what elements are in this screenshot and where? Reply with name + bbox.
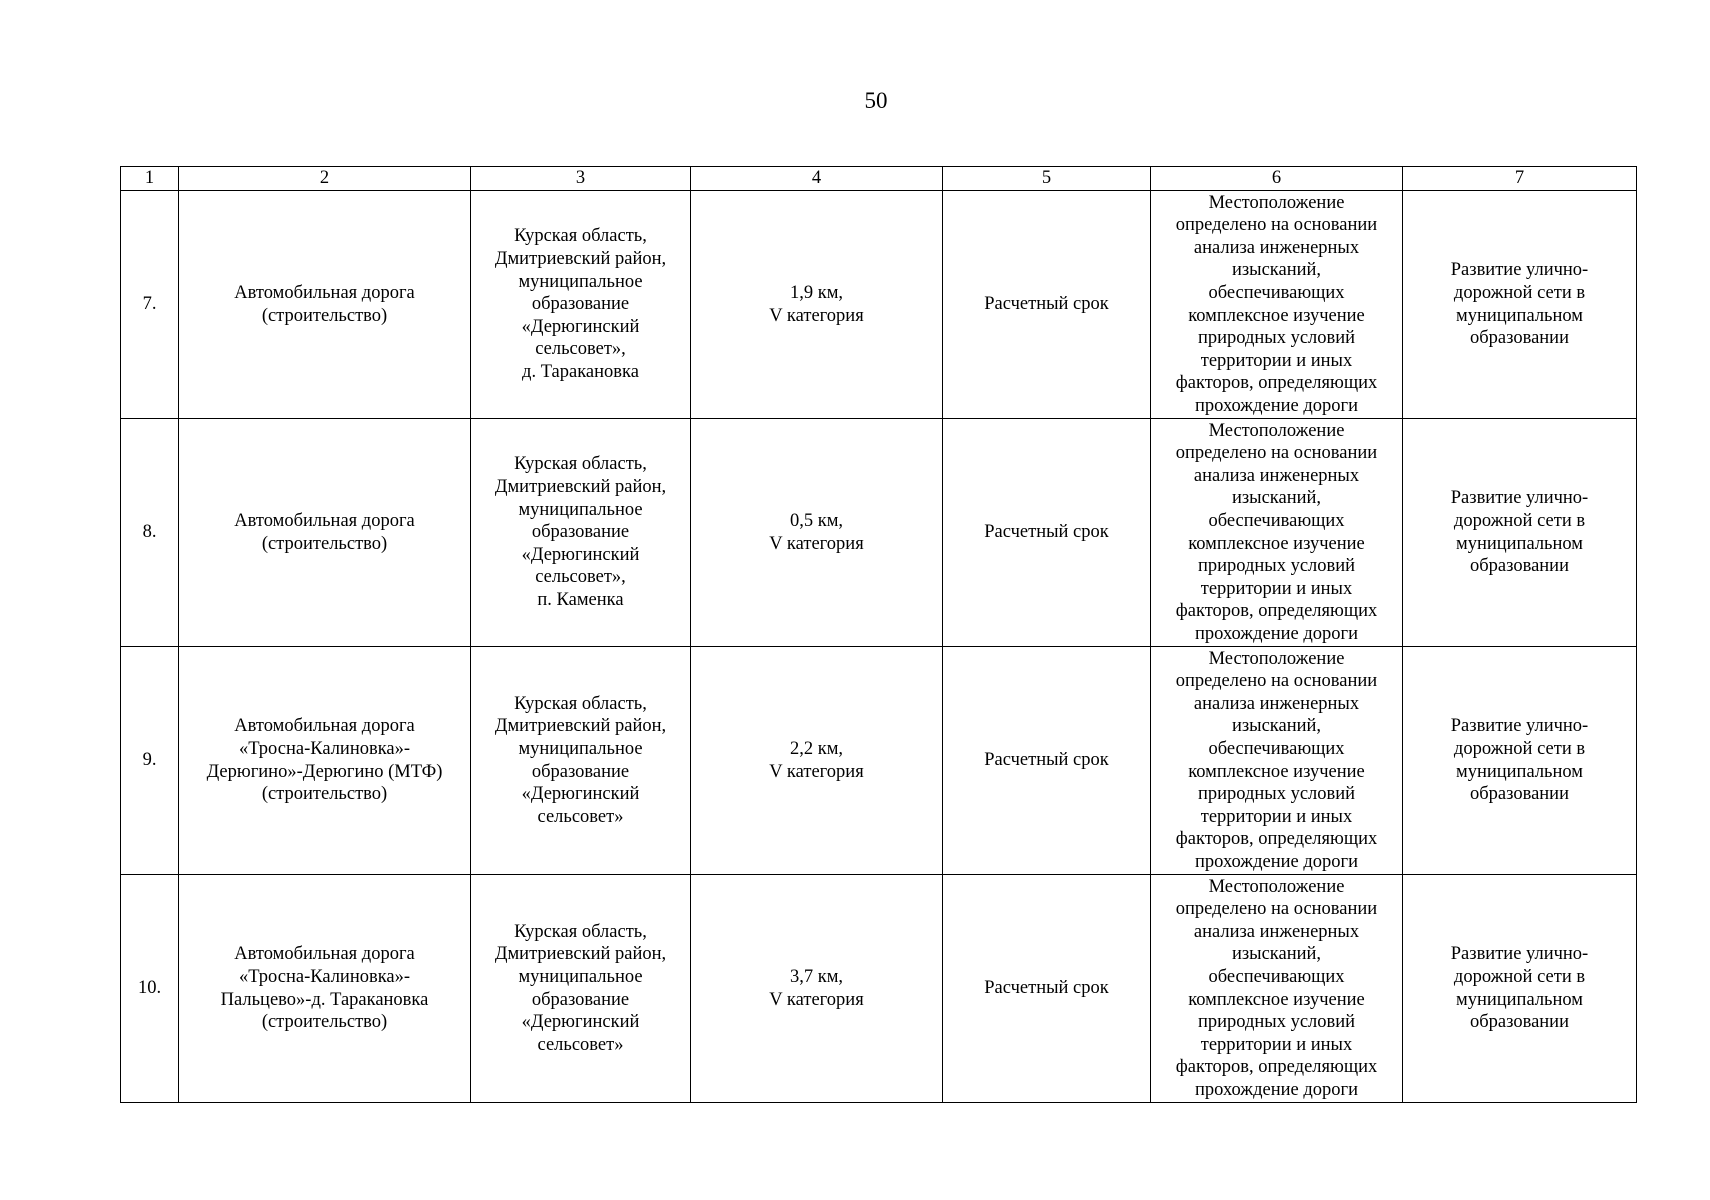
table-row (121, 419, 1637, 647)
object-location: Курская область, Дмитриевский район, муниципальное образование «Дерюгинский сельсовет», д. Таракановка (471, 191, 691, 419)
object-name: Автомобильная дорога (строительство) (179, 419, 471, 647)
placement-justification: Местоположение определено на основании анализа инженерных изысканий, обеспечивающих комплексное изучение природных условий территории и иных факторов, определяющих прохождение дороги (1151, 191, 1403, 419)
implementation-term: Расчетный срок (943, 191, 1151, 419)
object-characteristics: 1,9 км, V категория (691, 191, 943, 419)
column-header-5: 5 (943, 167, 1151, 191)
column-header-3: 3 (471, 167, 691, 191)
road-objects-table (120, 166, 1637, 1103)
implementation-term: Расчетный срок (943, 647, 1151, 875)
column-header-4: 4 (691, 167, 943, 191)
page-number: 50 (864, 88, 888, 113)
row-number: 10. (121, 875, 179, 1103)
column-header-6: 6 (1151, 167, 1403, 191)
row-number: 8. (121, 419, 179, 647)
placement-justification: Местоположение определено на основании анализа инженерных изысканий, обеспечивающих комплексное изучение природных условий территории и иных факторов, определяющих прохождение дороги (1151, 419, 1403, 647)
object-characteristics: 3,7 км, V категория (691, 875, 943, 1103)
row-number: 9. (121, 647, 179, 875)
placement-justification: Местоположение определено на основании анализа инженерных изысканий, обеспечивающих комплексное изучение природных условий территории и иных факторов, определяющих прохождение дороги (1151, 875, 1403, 1103)
object-characteristics: 0,5 км, V категория (691, 419, 943, 647)
row-number: 7. (121, 191, 179, 419)
implementation-term: Расчетный срок (943, 875, 1151, 1103)
object-name: Автомобильная дорога «Тросна-Калиновка»- Дерюгино»-Дерюгино (МТФ) (строительство) (179, 647, 471, 875)
placement-justification: Местоположение определено на основании анализа инженерных изысканий, обеспечивающих комплексное изучение природных условий территории и иных факторов, определяющих прохождение дороги (1151, 647, 1403, 875)
object-purpose: Развитие улично- дорожной сети в муниципальном образовании (1403, 191, 1637, 419)
column-header-2: 2 (179, 167, 471, 191)
object-characteristics: 2,2 км, V категория (691, 647, 943, 875)
object-name: Автомобильная дорога (строительство) (179, 191, 471, 419)
header-row (121, 167, 1637, 191)
column-header-1: 1 (121, 167, 179, 191)
object-name: Автомобильная дорога «Тросна-Калиновка»- Пальцево»-д. Таракановка (строительство) (179, 875, 471, 1103)
object-purpose: Развитие улично- дорожной сети в муниципальном образовании (1403, 875, 1637, 1103)
object-location: Курская область, Дмитриевский район, муниципальное образование «Дерюгинский сельсовет» (471, 875, 691, 1103)
table-row (121, 647, 1637, 875)
table-row (121, 875, 1637, 1103)
object-location: Курская область, Дмитриевский район, муниципальное образование «Дерюгинский сельсовет» (471, 647, 691, 875)
object-purpose: Развитие улично- дорожной сети в муниципальном образовании (1403, 419, 1637, 647)
table-row (121, 191, 1637, 419)
implementation-term: Расчетный срок (943, 419, 1151, 647)
object-location: Курская область, Дмитриевский район, муниципальное образование «Дерюгинский сельсовет», п. Каменка (471, 419, 691, 647)
object-purpose: Развитие улично- дорожной сети в муниципальном образовании (1403, 647, 1637, 875)
column-header-7: 7 (1403, 167, 1637, 191)
